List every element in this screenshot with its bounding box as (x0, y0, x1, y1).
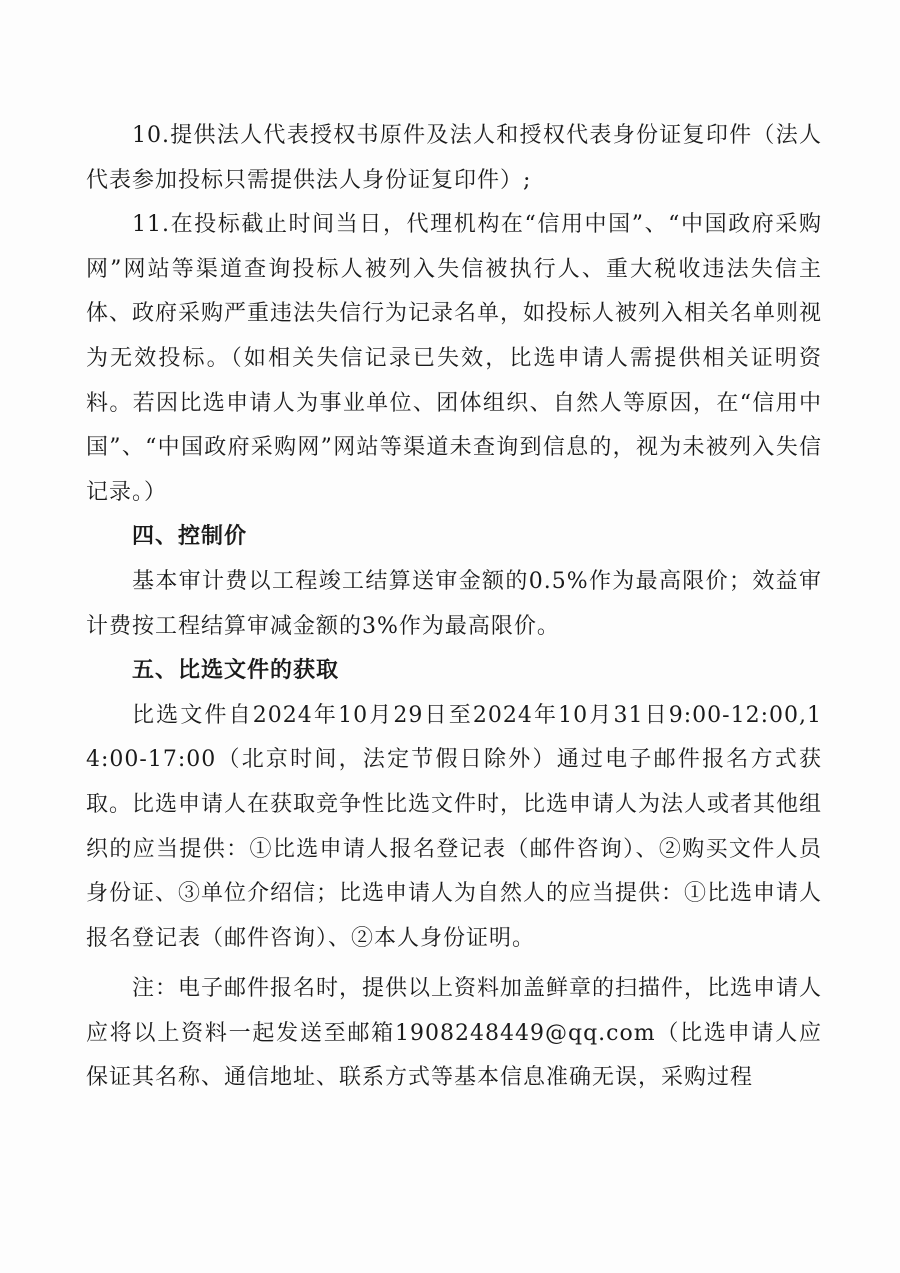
note-paragraph: 注：电子邮件报名时，提供以上资料加盖鲜章的扫描件，比选申请人应将以上资料一起发送至邮箱1908248449@qq.com（比选申请人应保证其名称、通信地址、联系方式等基本信息准确无误，采购过程 (86, 976, 823, 1091)
section-heading-document-acquisition: 五、比选文件的获取 (132, 658, 340, 684)
requirement-item-10: 10.提供法人代表授权书原件及法人和授权代表身份证复印件（法人代表参加投标只需提供法人身份证复印件）; (86, 123, 822, 193)
requirement-item-11: 11.在投标截止时间当日，代理机构在“信用中国”、“中国政府采购网”网站等渠道查询投标人被列入失信被执行人、重大税收违法失信主体、政府采购严重违法失信行为记录名单，如投标人被列入相关名单则视为无效投标。（如相关失信记录已失效，比选申请人需提供相关证明资料。若因比选申请人为事业单位、团体组织、自然人等原因，在“信用中国”、“中国政府采购网”网站等渠道未查询到信息的，视为未被列入失信记录。） (86, 212, 823, 505)
document-body (86, 114, 822, 1101)
control-price-paragraph: 基本审计费以工程竣工结算送审金额的0.5%作为最高限价；效益审计费按工程结算审减金额的3%作为最高限价。 (86, 568, 822, 639)
document-acquisition-paragraph: 比选文件自2024年10月29日至2024年10月31日9:00-12:00,14:00-17:00（北京时间，法定节假日除外）通过电子邮件报名方式获取。比选申请人在获取竞争性比选文件时，比选申请人为法人或者其他组织的应当提供：①比选申请人报名登记表（邮件咨询）、②购买文件人员身份证、③单位介绍信；比选申请人为自然人的应当提供：①比选申请人报名登记表（邮件咨询）、②本人身份证明。 (86, 702, 823, 951)
section-heading-control-price: 四、控制价 (132, 524, 248, 550)
